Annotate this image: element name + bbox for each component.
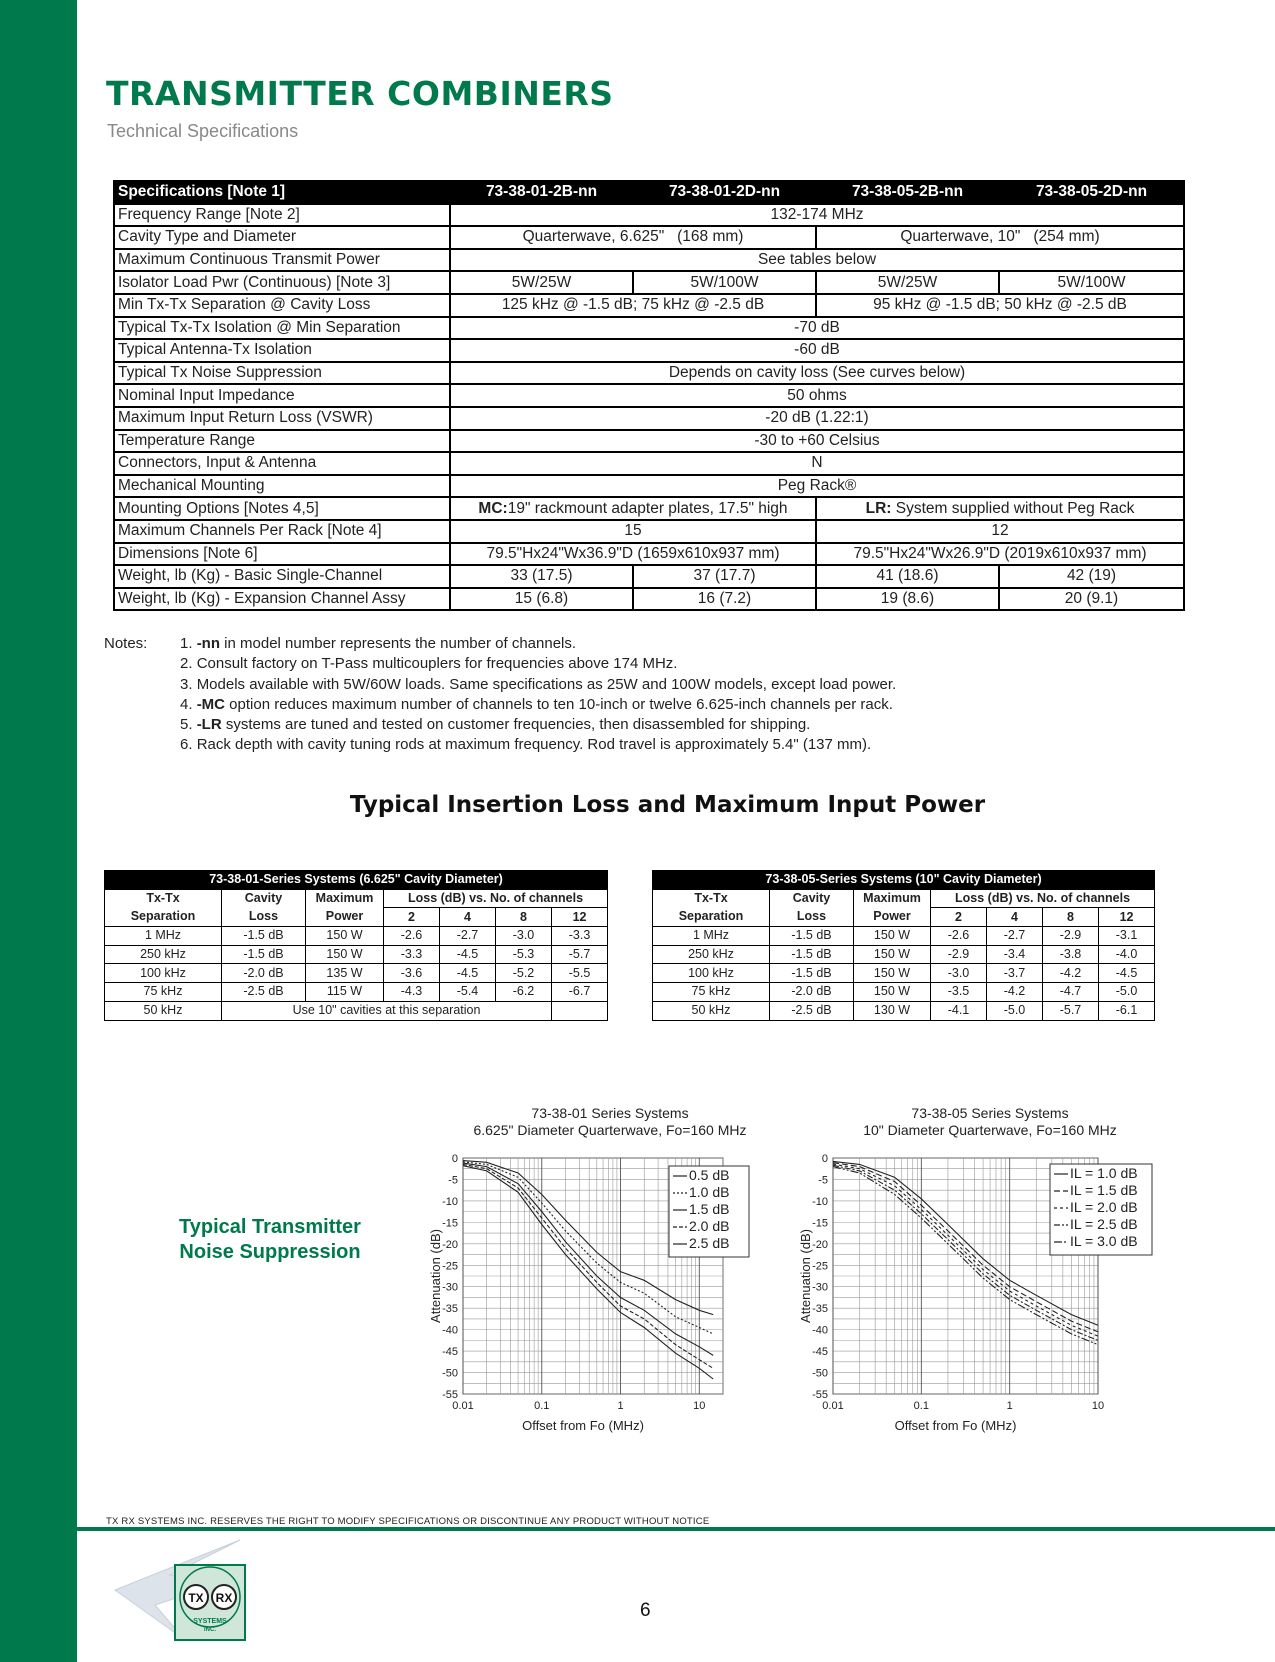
noise-chart-73-38-05 bbox=[795, 1152, 1170, 1457]
table-header-row bbox=[105, 908, 608, 927]
table-cell: -3.0 bbox=[931, 964, 987, 983]
spec-value: 15 (6.8) bbox=[450, 588, 633, 611]
spec-value: 95 kHz @ -1.5 dB; 50 kHz @ -2.5 dB bbox=[816, 294, 1184, 317]
note-item bbox=[180, 654, 1080, 674]
left-green-bar bbox=[0, 0, 77, 1662]
col-header: 12 bbox=[1099, 908, 1155, 927]
col-header: Maximum bbox=[306, 889, 384, 908]
page-number: 6 bbox=[640, 1600, 651, 1621]
table-cell: -4.7 bbox=[1043, 983, 1099, 1002]
y-tick-label: -15 bbox=[442, 1217, 458, 1230]
table-cell: -4.5 bbox=[440, 964, 496, 983]
y-tick-label: -25 bbox=[812, 1260, 828, 1273]
txrx-logo bbox=[110, 1535, 260, 1645]
spec-value: -20 dB (1.22:1) bbox=[450, 407, 1184, 430]
table-cell: -4.5 bbox=[440, 945, 496, 964]
y-tick-label: -5 bbox=[448, 1174, 458, 1187]
spec-row bbox=[114, 226, 1184, 249]
table-cell: 50 kHz bbox=[105, 1001, 222, 1020]
spec-label: Dimensions [Note 6] bbox=[114, 543, 450, 566]
notes-label: Notes: bbox=[104, 635, 148, 652]
spec-value: N bbox=[450, 452, 1184, 475]
note-text: systems are tuned and tested on customer frequencies, then disassembled for shipping. bbox=[221, 716, 811, 734]
spec-value: 19 (8.6) bbox=[816, 588, 999, 611]
legend-label: IL = 3.0 dB bbox=[1070, 1233, 1138, 1249]
x-tick-label: 0.1 bbox=[913, 1400, 929, 1412]
spec-label: Mounting Options [Notes 4,5] bbox=[114, 497, 450, 520]
table-cell: -2.9 bbox=[1043, 927, 1099, 946]
table-cell: -5.0 bbox=[987, 1001, 1043, 1020]
spec-value: 5W/100W bbox=[633, 271, 816, 294]
spec-value: -30 to +60 Celsius bbox=[450, 430, 1184, 453]
x-tick-label: 0.1 bbox=[534, 1400, 550, 1412]
insertion-loss-table-73-38-01 bbox=[104, 870, 608, 1021]
table-cell: -5.3 bbox=[496, 945, 552, 964]
note-number: 1. bbox=[180, 635, 197, 652]
spec-row bbox=[114, 362, 1184, 385]
logo-systems-text: SYSTEMS bbox=[193, 1618, 227, 1625]
note-number: 2. bbox=[180, 655, 197, 673]
spec-label: Typical Antenna-Tx Isolation bbox=[114, 339, 450, 362]
col-header: Cavity bbox=[770, 889, 854, 908]
insertion-loss-table-73-38-05 bbox=[652, 870, 1155, 1021]
table-cell: 150 W bbox=[854, 983, 931, 1002]
spec-row bbox=[114, 294, 1184, 317]
y-tick-label: -35 bbox=[442, 1303, 458, 1316]
col-header: Separation bbox=[653, 908, 770, 927]
table-row bbox=[653, 964, 1155, 983]
spec-value: Quarterwave, 6.625" (168 mm) bbox=[450, 226, 816, 249]
note-text: Models available with 5W/60W loads. Same specifications as 25W and 100W models, except load power. bbox=[196, 675, 897, 693]
section-title: Typical Insertion Loss and Maximum Input Power bbox=[349, 792, 986, 818]
table-cell: 150 W bbox=[854, 927, 931, 946]
x-tick-label: 1 bbox=[1006, 1400, 1013, 1412]
spec-value bbox=[450, 497, 816, 520]
spec-row bbox=[114, 249, 1184, 272]
table-cell: -1.5 dB bbox=[222, 945, 306, 964]
table-body bbox=[105, 927, 608, 1002]
table-cell: -2.5 dB bbox=[770, 1001, 854, 1020]
table-cell: -2.5 dB bbox=[222, 983, 306, 1002]
chart-2-title bbox=[820, 1105, 1160, 1139]
spec-value: See tables below bbox=[450, 249, 1184, 272]
spec-label: Connectors, Input & Antenna bbox=[114, 452, 450, 475]
y-tick-label: -30 bbox=[442, 1281, 458, 1294]
legend-label: 0.5 dB bbox=[689, 1167, 730, 1183]
note-text: option reduces maximum number of channels to ten 10-inch or twelve 6.625-inch channels per rack. bbox=[225, 695, 893, 713]
table-cell: -5.4 bbox=[440, 983, 496, 1002]
table-cell: -3.4 bbox=[987, 945, 1043, 964]
x-tick-label: 10 bbox=[1091, 1400, 1105, 1412]
table-cell: -3.3 bbox=[384, 945, 440, 964]
table-cell bbox=[552, 1001, 608, 1020]
note-item bbox=[180, 735, 1080, 755]
noise-label-line: Noise Suppression bbox=[179, 1241, 361, 1263]
spec-value: -70 dB bbox=[450, 317, 1184, 340]
x-axis-label: Offset from Fo (MHz) bbox=[894, 1418, 1017, 1433]
spec-table bbox=[113, 180, 1185, 611]
x-tick-label: 0.01 bbox=[822, 1400, 844, 1412]
spec-header-row bbox=[114, 181, 1184, 204]
table-row bbox=[653, 1001, 1155, 1020]
note-text: in model number represents the number of channels. bbox=[220, 635, 577, 652]
table-body bbox=[653, 927, 1155, 1020]
legend-label: 2.0 dB bbox=[689, 1218, 730, 1234]
note-number: 5. bbox=[180, 716, 197, 734]
table-cell: 150 W bbox=[854, 964, 931, 983]
option-lr-text: System supplied without Peg Rack bbox=[891, 499, 1135, 517]
notes-list bbox=[180, 634, 1080, 756]
spec-value: -60 dB bbox=[450, 339, 1184, 362]
spec-value: Depends on cavity loss (See curves below) bbox=[450, 362, 1184, 385]
spec-row bbox=[114, 452, 1184, 475]
spec-row bbox=[114, 317, 1184, 340]
table-header-row bbox=[105, 889, 608, 908]
table-cell: -5.5 bbox=[552, 964, 608, 983]
col-header: 8 bbox=[496, 908, 552, 927]
y-tick-label: -20 bbox=[812, 1238, 828, 1251]
spec-row bbox=[114, 430, 1184, 453]
spec-header-label: Specifications [Note 1] bbox=[114, 181, 450, 204]
chart-title-line: 73-38-01 Series Systems bbox=[531, 1105, 689, 1121]
table-cell: -6.2 bbox=[496, 983, 552, 1002]
legend-label: 1.5 dB bbox=[689, 1201, 730, 1217]
spec-row bbox=[114, 407, 1184, 430]
y-axis-label: Attenuation (dB) bbox=[798, 1229, 813, 1323]
table-cell: -5.2 bbox=[496, 964, 552, 983]
spec-value: 79.5"Hx24"Wx36.9"D (1659x610x937 mm) bbox=[450, 543, 816, 566]
table-cell: -3.0 bbox=[496, 927, 552, 946]
spec-label: Frequency Range [Note 2] bbox=[114, 204, 450, 227]
legend-label: 1.0 dB bbox=[689, 1184, 730, 1200]
note-text: Consult factory on T-Pass multicouplers for frequencies above 174 MHz. bbox=[196, 655, 678, 673]
legend-label: IL = 1.0 dB bbox=[1070, 1165, 1138, 1181]
table-cell: -2.7 bbox=[987, 927, 1043, 946]
table-cell: -4.0 bbox=[1099, 945, 1155, 964]
table-cell: -2.0 dB bbox=[770, 983, 854, 1002]
table-cell: -2.7 bbox=[440, 927, 496, 946]
table-cell: -1.5 dB bbox=[222, 927, 306, 946]
note-code: -LR bbox=[196, 716, 222, 734]
y-tick-label: -40 bbox=[812, 1324, 828, 1337]
x-tick-label: 0.01 bbox=[452, 1400, 474, 1412]
table-cell: -6.1 bbox=[1099, 1001, 1155, 1020]
chart-title-line: 73-38-05 Series Systems bbox=[911, 1105, 1069, 1121]
spec-value: 15 bbox=[450, 520, 816, 543]
table-cell: -2.6 bbox=[931, 927, 987, 946]
table-cell: -3.6 bbox=[384, 964, 440, 983]
table-cell: -3.3 bbox=[552, 927, 608, 946]
spec-label: Weight, lb (Kg) - Expansion Channel Assy bbox=[114, 588, 450, 611]
table-caption: 73-38-01-Series Systems (6.625" Cavity Diameter) bbox=[105, 871, 608, 890]
table-cell: 50 kHz bbox=[653, 1001, 770, 1020]
x-tick-label: 1 bbox=[617, 1400, 624, 1412]
table-row bbox=[105, 964, 608, 983]
model-header: 73-38-01-2B-nn bbox=[450, 181, 633, 204]
note-number: 4. bbox=[180, 695, 197, 713]
col-header: 4 bbox=[987, 908, 1043, 927]
legend-label: 2.5 dB bbox=[689, 1235, 730, 1251]
col-header: Power bbox=[306, 908, 384, 927]
spec-label: Maximum Input Return Loss (VSWR) bbox=[114, 407, 450, 430]
table-row bbox=[105, 1001, 608, 1020]
x-tick-label: 10 bbox=[693, 1400, 706, 1412]
noise-suppression-label bbox=[170, 1215, 370, 1265]
col-header: Separation bbox=[105, 908, 222, 927]
noise-label-line: Typical Transmitter bbox=[179, 1216, 361, 1238]
model-header: 73-38-01-2D-nn bbox=[633, 181, 816, 204]
spec-value: Peg Rack® bbox=[450, 475, 1184, 498]
spec-label: Min Tx-Tx Separation @ Cavity Loss bbox=[114, 294, 450, 317]
note-number: 6. bbox=[180, 736, 197, 754]
spec-value: 125 kHz @ -1.5 dB; 75 kHz @ -2.5 dB bbox=[450, 294, 816, 317]
col-header: Maximum bbox=[854, 889, 931, 908]
table-cell: -5.7 bbox=[552, 945, 608, 964]
col-header: Tx-Tx bbox=[105, 889, 222, 908]
logo-inc-text: INC. bbox=[204, 1627, 216, 1633]
col-header: Loss (dB) vs. No. of channels bbox=[931, 889, 1155, 908]
y-tick-label: -50 bbox=[442, 1367, 458, 1380]
table-header-row bbox=[653, 889, 1155, 908]
note-code: -nn bbox=[196, 635, 221, 652]
table-cell: -4.2 bbox=[987, 983, 1043, 1002]
x-axis-label: Offset from Fo (MHz) bbox=[522, 1418, 644, 1433]
table-row bbox=[105, 927, 608, 946]
y-tick-label: -5 bbox=[818, 1174, 828, 1187]
col-header: 12 bbox=[552, 908, 608, 927]
spec-value: 20 (9.1) bbox=[999, 588, 1184, 611]
table-cell: -1.5 dB bbox=[770, 927, 854, 946]
logo-rx-text: RX bbox=[215, 1591, 233, 1605]
page-title: TRANSMITTER COMBINERS bbox=[106, 74, 614, 113]
y-tick-label: -50 bbox=[812, 1367, 828, 1380]
table-caption-row bbox=[653, 871, 1155, 890]
page-subtitle: Technical Specifications bbox=[107, 121, 299, 141]
y-tick-label: -15 bbox=[812, 1217, 828, 1230]
y-tick-label: -25 bbox=[442, 1260, 458, 1273]
col-header: Cavity bbox=[222, 889, 306, 908]
note-text: Rack depth with cavity tuning rods at maximum frequency. Rod travel is approximately 5.4" (137 mm). bbox=[196, 736, 872, 754]
spec-row bbox=[114, 520, 1184, 543]
table-row bbox=[105, 945, 608, 964]
y-tick-label: -30 bbox=[812, 1281, 828, 1294]
spec-row bbox=[114, 475, 1184, 498]
table-cell: -5.0 bbox=[1099, 983, 1155, 1002]
y-tick-label: 0 bbox=[451, 1153, 458, 1165]
y-axis-label: Attenuation (dB) bbox=[428, 1229, 443, 1323]
model-header: 73-38-05-2D-nn bbox=[999, 181, 1184, 204]
noise-chart-73-38-01 bbox=[425, 1152, 765, 1457]
spec-value: 12 bbox=[816, 520, 1184, 543]
table-cell: -3.5 bbox=[931, 983, 987, 1002]
table-cell: -4.1 bbox=[931, 1001, 987, 1020]
table-cell: -4.5 bbox=[1099, 964, 1155, 983]
table-cell: -3.1 bbox=[1099, 927, 1155, 946]
table-cell: -2.9 bbox=[931, 945, 987, 964]
note-item bbox=[180, 695, 1080, 715]
footer-divider bbox=[77, 1527, 1275, 1531]
y-tick-label: -55 bbox=[442, 1389, 458, 1401]
table-cell: 115 W bbox=[306, 983, 384, 1002]
table-cell: 1 MHz bbox=[653, 927, 770, 946]
spec-value: 42 (19) bbox=[999, 565, 1184, 588]
col-header: 4 bbox=[440, 908, 496, 927]
spec-label: Isolator Load Pwr (Continuous) [Note 3] bbox=[114, 271, 450, 294]
spec-row bbox=[114, 543, 1184, 566]
table-cell: 250 kHz bbox=[653, 945, 770, 964]
table-cell: 75 kHz bbox=[105, 983, 222, 1002]
spec-label: Weight, lb (Kg) - Basic Single-Channel bbox=[114, 565, 450, 588]
spec-row bbox=[114, 339, 1184, 362]
spec-row bbox=[114, 204, 1184, 227]
legend-label: IL = 2.0 dB bbox=[1070, 1199, 1138, 1215]
table-row bbox=[653, 983, 1155, 1002]
option-mc-code: MC: bbox=[478, 499, 508, 517]
table-cell: 75 kHz bbox=[653, 983, 770, 1002]
spec-label: Maximum Channels Per Rack [Note 4] bbox=[114, 520, 450, 543]
table-row bbox=[105, 983, 608, 1002]
col-header: 2 bbox=[384, 908, 440, 927]
table-cell: 150 W bbox=[306, 927, 384, 946]
col-header: Power bbox=[854, 908, 931, 927]
spec-value: Quarterwave, 10" (254 mm) bbox=[816, 226, 1184, 249]
spec-value: 33 (17.5) bbox=[450, 565, 633, 588]
col-header: Tx-Tx bbox=[653, 889, 770, 908]
table-cell: -1.5 dB bbox=[770, 945, 854, 964]
table-cell: -6.7 bbox=[552, 983, 608, 1002]
logo-tx-text: TX bbox=[188, 1591, 204, 1605]
note-code: -MC bbox=[196, 695, 226, 713]
legend-label: IL = 1.5 dB bbox=[1070, 1182, 1138, 1198]
table-cell: -3.7 bbox=[987, 964, 1043, 983]
spec-value: 5W/25W bbox=[450, 271, 633, 294]
y-tick-label: -35 bbox=[812, 1303, 828, 1316]
y-tick-label: -45 bbox=[442, 1346, 458, 1359]
table-cell: 1 MHz bbox=[105, 927, 222, 946]
table-row bbox=[653, 927, 1155, 946]
spec-label: Maximum Continuous Transmit Power bbox=[114, 249, 450, 272]
y-tick-label: -20 bbox=[442, 1238, 458, 1251]
y-tick-label: -10 bbox=[442, 1195, 458, 1208]
spec-value: 50 ohms bbox=[450, 384, 1184, 407]
table-cell: -5.7 bbox=[1043, 1001, 1099, 1020]
option-mc-text: 19" rackmount adapter plates, 17.5" high bbox=[507, 499, 788, 517]
table-cell: -2.0 dB bbox=[222, 964, 306, 983]
col-header: Loss (dB) vs. No. of channels bbox=[384, 889, 608, 908]
table-cell: 130 W bbox=[854, 1001, 931, 1020]
spec-value: 79.5"Hx24"Wx26.9"D (2019x610x937 mm) bbox=[816, 543, 1184, 566]
spec-value bbox=[816, 497, 1184, 520]
spec-row bbox=[114, 384, 1184, 407]
spec-label: Nominal Input Impedance bbox=[114, 384, 450, 407]
spec-label: Cavity Type and Diameter bbox=[114, 226, 450, 249]
spec-value: 37 (17.7) bbox=[633, 565, 816, 588]
y-tick-label: -40 bbox=[442, 1324, 458, 1337]
table-cell: 150 W bbox=[306, 945, 384, 964]
model-header: 73-38-05-2B-nn bbox=[816, 181, 999, 204]
spec-row bbox=[114, 565, 1184, 588]
note-item bbox=[180, 675, 1080, 695]
y-tick-label: -10 bbox=[812, 1195, 828, 1208]
footer-disclaimer: TX RX SYSTEMS INC. RESERVES THE RIGHT TO MODIFY SPECIFICATIONS OR DISCONTINUE ANY PRODUCT WITHOUT NOTICE bbox=[106, 1516, 710, 1527]
table-header-row bbox=[653, 908, 1155, 927]
legend-label: IL = 2.5 dB bbox=[1070, 1216, 1138, 1232]
table-caption: 73-38-05-Series Systems (10" Cavity Diameter) bbox=[653, 871, 1155, 890]
table-cell: -4.3 bbox=[384, 983, 440, 1002]
spec-row bbox=[114, 271, 1184, 294]
table-cell: 135 W bbox=[306, 964, 384, 983]
spec-label: Mechanical Mounting bbox=[114, 475, 450, 498]
col-header: Loss bbox=[770, 908, 854, 927]
table-caption-row bbox=[105, 871, 608, 890]
y-tick-label: -45 bbox=[812, 1346, 828, 1359]
table-cell: -4.2 bbox=[1043, 964, 1099, 983]
chart-subtitle-line: 6.625" Diameter Quarterwave, Fo=160 MHz bbox=[473, 1122, 747, 1138]
y-tick-label: 0 bbox=[821, 1153, 828, 1165]
option-lr-code: LR: bbox=[865, 499, 892, 517]
chart-1-title bbox=[440, 1105, 780, 1139]
chart-subtitle-line: 10" Diameter Quarterwave, Fo=160 MHz bbox=[863, 1122, 1117, 1138]
spec-value: 41 (18.6) bbox=[816, 565, 999, 588]
table-cell: 100 kHz bbox=[653, 964, 770, 983]
table-cell: 100 kHz bbox=[105, 964, 222, 983]
y-tick-label: -55 bbox=[812, 1389, 828, 1401]
spec-row bbox=[114, 497, 1184, 520]
col-header: Loss bbox=[222, 908, 306, 927]
col-header: 2 bbox=[931, 908, 987, 927]
spec-label: Typical Tx-Tx Isolation @ Min Separation bbox=[114, 317, 450, 340]
table-row bbox=[653, 945, 1155, 964]
spec-value: 132-174 MHz bbox=[450, 204, 1184, 227]
note-item bbox=[180, 715, 1080, 735]
spec-value: 5W/100W bbox=[999, 271, 1184, 294]
table-cell: Use 10" cavities at this separation bbox=[222, 1001, 552, 1020]
spec-value: 16 (7.2) bbox=[633, 588, 816, 611]
spec-label: Temperature Range bbox=[114, 430, 450, 453]
note-number: 3. bbox=[180, 675, 197, 693]
spec-value: 5W/25W bbox=[816, 271, 999, 294]
table-cell: -1.5 dB bbox=[770, 964, 854, 983]
note-item bbox=[180, 634, 1080, 654]
table-cell: -2.6 bbox=[384, 927, 440, 946]
table-cell: 150 W bbox=[854, 945, 931, 964]
spec-row bbox=[114, 588, 1184, 611]
col-header: 8 bbox=[1043, 908, 1099, 927]
table-cell: 250 kHz bbox=[105, 945, 222, 964]
table-cell: -3.8 bbox=[1043, 945, 1099, 964]
spec-label: Typical Tx Noise Suppression bbox=[114, 362, 450, 385]
